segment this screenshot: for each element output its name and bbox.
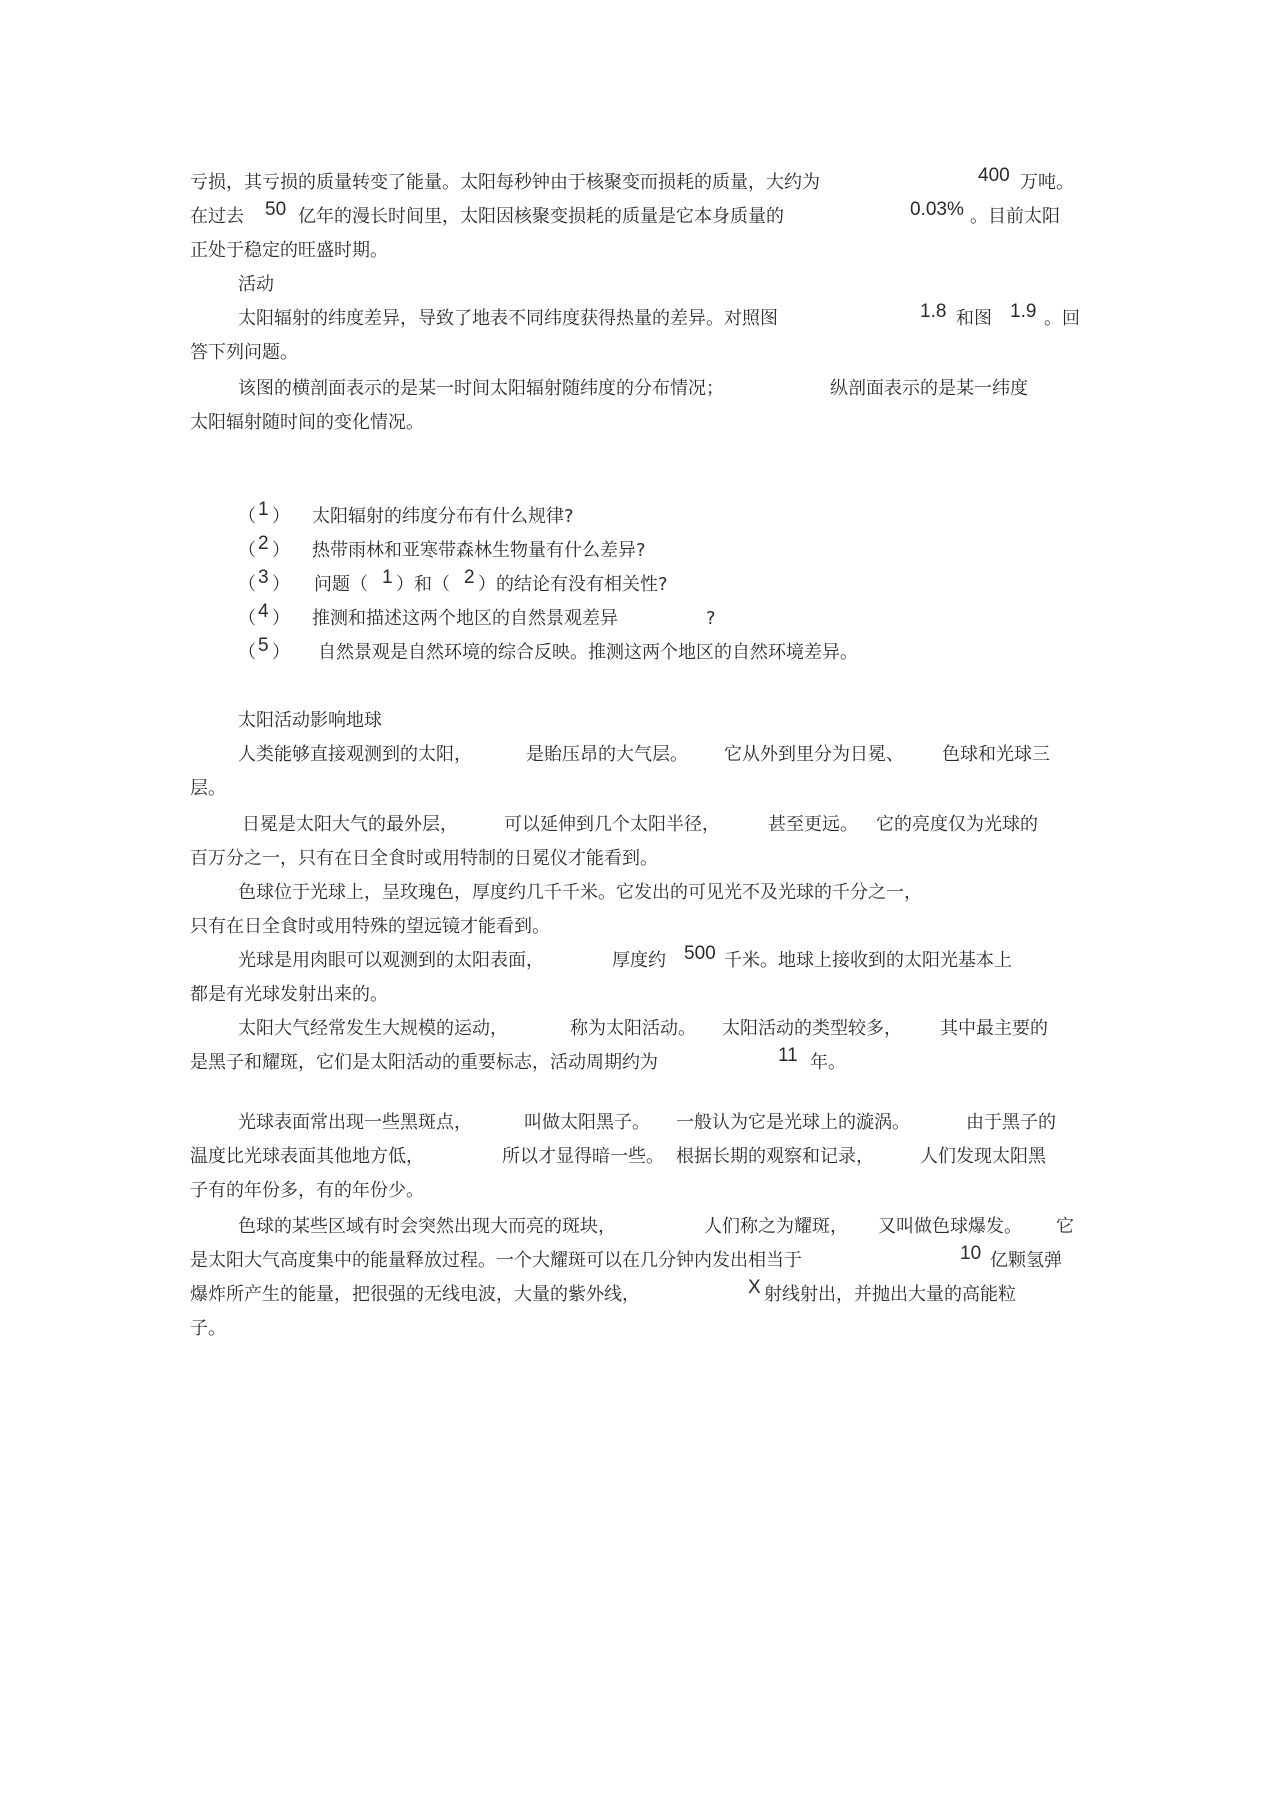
question-number: 1 <box>258 499 269 520</box>
text-line <box>0 978 1275 1012</box>
text-segment: 正处于稳定的旺盛时期。 <box>190 240 388 261</box>
text-segment: 万吨。 <box>1020 172 1074 193</box>
text-segment: 色球位于光球上，呈玫瑰色，厚度约几千千米。它发出的可见光不及光球的千分之一， <box>238 882 922 903</box>
text-segment: 日冕是太阳大气的最外层， <box>242 814 458 835</box>
text-segment: 都是有光球发射出来的。 <box>190 984 388 1005</box>
text-segment: 是貽压昂的大气层。 <box>526 744 688 765</box>
text-segment: 太阳辐射的纬度差异，导致了地表不同纬度获得热量的差异。对照图 <box>238 308 778 329</box>
question-number: 5 <box>258 635 269 656</box>
text-segment: 千米。地球上接收到的太阳光基本上 <box>724 950 1012 971</box>
text-segment: 是黑子和耀斑，它们是太阳活动的重要标志，活动周期约为 <box>190 1052 658 1073</box>
paren: （ <box>238 574 256 595</box>
question-text: ）和（ <box>396 574 450 595</box>
text-line <box>0 1174 1275 1208</box>
section-heading <box>0 704 1275 738</box>
text-segment: 纵剖面表示的是某一纬度 <box>830 378 1028 399</box>
paren: （ <box>238 540 256 561</box>
list-item <box>0 500 1275 534</box>
paren: （ <box>238 642 256 663</box>
list-item <box>0 568 1275 602</box>
text-segment: 厚度约 <box>612 950 666 971</box>
section-heading <box>0 268 1275 302</box>
text-segment: 叫做太阳黑子。 <box>524 1112 650 1133</box>
question-text: 太阳辐射的纬度分布有什么规律? <box>312 506 574 527</box>
text-segment: 色球和光球三 <box>942 744 1050 765</box>
text-segment: 该图的横剖面表示的是某一时间太阳辐射随纬度的分布情况； <box>238 378 724 399</box>
text-segment: 色球的某些区域有时会突然出现大而亮的斑块， <box>238 1216 616 1237</box>
text-line <box>0 336 1275 370</box>
text-segment: 它的亮度仅为光球的 <box>876 814 1038 835</box>
paren: ） <box>272 574 290 595</box>
text-line <box>0 166 1275 200</box>
text-segment: 百万分之一，只有在日全食时或用特制的日冕仪才能看到。 <box>190 848 658 869</box>
text-segment: 爆炸所产生的能量，把很强的无线电波，大量的紫外线， <box>190 1284 640 1305</box>
number: 1.8 <box>920 301 947 322</box>
number: 0.03% <box>910 199 964 220</box>
text-segment: 人们发现太阳黑 <box>920 1146 1046 1167</box>
number: 50 <box>265 199 287 220</box>
text-segment: 可以延伸到几个太阳半径， <box>504 814 720 835</box>
text-segment: 亏损，其亏损的质量转变了能量。太阳每秒钟由于核聚变而损耗的质量，大约为 <box>190 172 820 193</box>
number: 400 <box>978 165 1010 186</box>
text-segment: 人类能够直接观测到的太阳， <box>238 744 472 765</box>
text-segment: 甚至更远。 <box>768 814 858 835</box>
question-number: 1 <box>382 567 393 588</box>
text-line <box>0 1312 1275 1346</box>
text-segment: 太阳活动的类型较多， <box>722 1018 902 1039</box>
number: X <box>748 1277 761 1298</box>
text-line <box>0 876 1275 910</box>
heading-text: 太阳活动影响地球 <box>238 710 382 731</box>
text-segment: 在过去 <box>190 206 244 227</box>
number: 500 <box>684 943 716 964</box>
text-segment: 和图 <box>956 308 992 329</box>
text-line <box>0 372 1275 406</box>
text-segment: 。目前太阳 <box>970 206 1060 227</box>
question-text: 问题（ <box>314 574 368 595</box>
heading-text: 活动 <box>238 274 274 295</box>
question-text: ）的结论有没有相关性? <box>478 574 668 595</box>
question-number: 4 <box>258 601 269 622</box>
text-segment: 太阳大气经常发生大规模的运动， <box>238 1018 508 1039</box>
paren: （ <box>238 608 256 629</box>
text-line <box>0 808 1275 842</box>
text-segment: 所以才显得暗一些。 <box>502 1146 664 1167</box>
text-segment: 又叫做色球爆发。 <box>878 1216 1022 1237</box>
text-segment: 子。 <box>190 1318 226 1339</box>
text-segment: 。回 <box>1044 308 1080 329</box>
number: 10 <box>960 1243 982 1264</box>
text-line <box>0 910 1275 944</box>
text-segment: 它 <box>1056 1216 1074 1237</box>
text-segment: 亿年的漫长时间里，太阳因核聚变损耗的质量是它本身质量的 <box>298 206 784 227</box>
question-number: 2 <box>464 567 475 588</box>
text-segment: 温度比光球表面其他地方低， <box>190 1146 424 1167</box>
number: 1.9 <box>1010 301 1037 322</box>
text-segment: 人们称之为耀斑， <box>704 1216 848 1237</box>
paren: （ <box>238 506 256 527</box>
question-text: 自然景观是自然环境的综合反映。推测这两个地区的自然环境差异。 <box>318 642 858 663</box>
question-number: 2 <box>258 533 269 554</box>
question-number: 3 <box>258 567 269 588</box>
text-line <box>0 1046 1275 1080</box>
text-line <box>0 1210 1275 1244</box>
text-line <box>0 738 1275 772</box>
text-segment: 射线射出，并抛出大量的高能粒 <box>764 1284 1016 1305</box>
text-segment: 由于黑子的 <box>966 1112 1056 1133</box>
text-line <box>0 1140 1275 1174</box>
text-line <box>0 302 1275 336</box>
list-item <box>0 534 1275 568</box>
list-item <box>0 602 1275 636</box>
text-segment: 光球表面常出现一些黑斑点， <box>238 1112 472 1133</box>
text-line <box>0 842 1275 876</box>
question-mark: ? <box>706 608 716 629</box>
paren: ） <box>272 642 290 663</box>
text-segment: 只有在日全食时或用特殊的望远镜才能看到。 <box>190 916 550 937</box>
text-line <box>0 200 1275 234</box>
question-text: 热带雨林和亚寒带森林生物量有什么差异? <box>312 540 646 561</box>
question-text: 推测和描述这两个地区的自然景观差异 <box>312 608 618 629</box>
text-line <box>0 1012 1275 1046</box>
text-segment: 层。 <box>190 778 226 799</box>
number: 11 <box>778 1045 798 1066</box>
paren: ） <box>272 608 290 629</box>
text-line <box>0 406 1275 440</box>
text-segment: 称为太阳活动。 <box>570 1018 696 1039</box>
text-segment: 子有的年份多，有的年份少。 <box>190 1180 424 1201</box>
text-segment: 它从外到里分为日冕、 <box>724 744 904 765</box>
text-segment: 年。 <box>810 1052 846 1073</box>
text-line <box>0 1278 1275 1312</box>
text-segment: 光球是用肉眼可以观测到的太阳表面， <box>238 950 544 971</box>
paren: ） <box>272 540 290 561</box>
text-segment: 亿颗氢弹 <box>990 1250 1062 1271</box>
text-segment: 根据长期的观察和记录， <box>676 1146 874 1167</box>
text-line <box>0 1106 1275 1140</box>
paren: ） <box>272 506 290 527</box>
text-segment: 答下列问题。 <box>190 342 298 363</box>
list-item <box>0 636 1275 670</box>
text-segment: 一般认为它是光球上的漩涡。 <box>676 1112 910 1133</box>
text-segment: 是太阳大气高度集中的能量释放过程。一个大耀斑可以在几分钟内发出相当于 <box>190 1250 802 1271</box>
text-line <box>0 944 1275 978</box>
text-line <box>0 1244 1275 1278</box>
text-segment: 太阳辐射随时间的变化情况。 <box>190 412 424 433</box>
text-line <box>0 234 1275 268</box>
text-line <box>0 772 1275 806</box>
text-segment: 其中最主要的 <box>940 1018 1048 1039</box>
